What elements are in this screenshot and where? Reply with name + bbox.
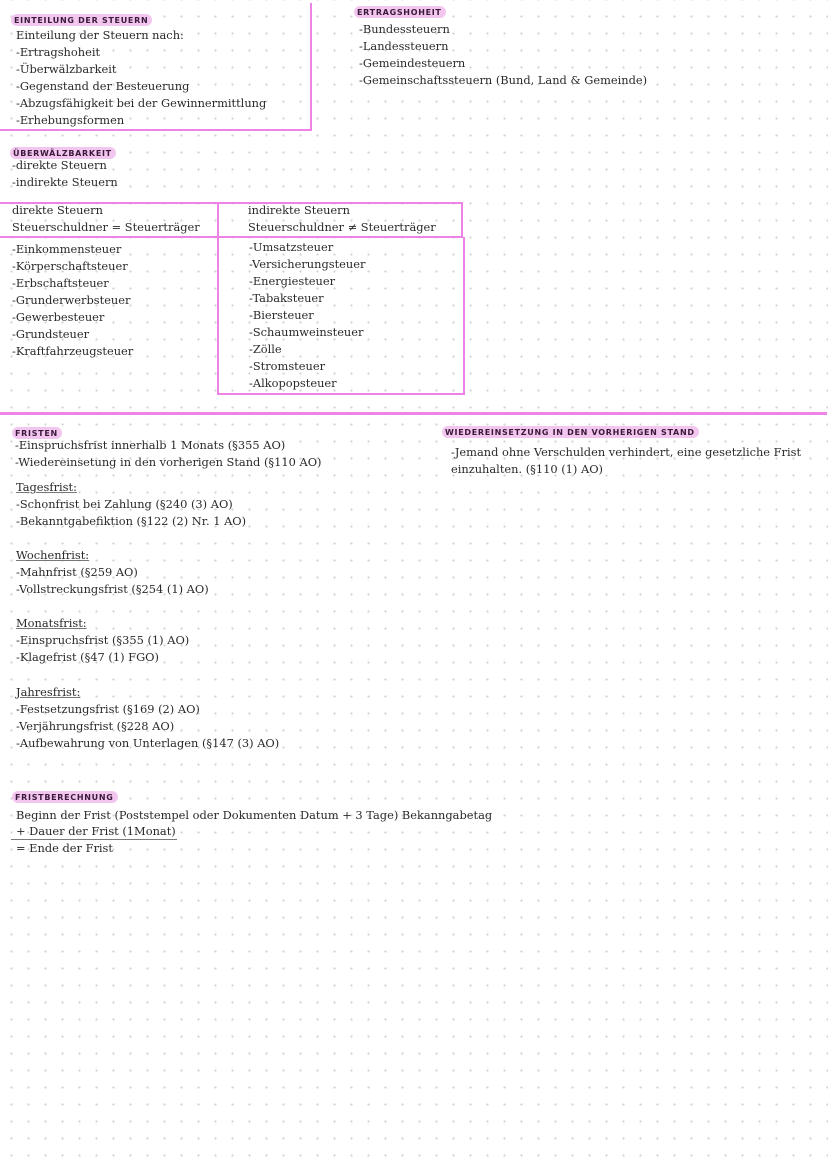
monatsfrist-title: Monatsfrist: [16, 616, 87, 630]
tagesfrist-item: -Schonfrist bei Zahlung (§240 (3) AO) [16, 497, 233, 511]
einteilung-header: EINTEILUNG DER STEUERN [11, 14, 152, 26]
indirekte-steuer-item: -Stromsteuer [249, 359, 326, 373]
jahresfrist-item: -Verjährungsfrist (§228 AO) [16, 719, 175, 733]
indirekte-steuer-item: -Zölle [249, 342, 282, 356]
jahresfrist-item: -Festsetzungsfrist (§169 (2) AO) [16, 702, 200, 716]
table-right-rule: Steuerschuldner ≠ Steuerträger [248, 220, 436, 234]
fristberechnung-ende: = Ende der Frist [16, 841, 113, 855]
indirekte-steuer-item: -Schaumweinsteuer [249, 325, 364, 339]
direkte-steuer-item: -Grunderwerbsteuer [12, 293, 131, 307]
einteilung-item: -Überwälzbarkeit [16, 62, 117, 76]
fristen-item: -Wiedereinsetung in den vorherigen Stand (§110 AO) [15, 455, 322, 469]
einteilung-box-bottom-border [0, 129, 312, 131]
table-column-divider [217, 202, 219, 394]
indirekte-steuer-item: -Energiesteuer [249, 274, 336, 288]
fristen-item: -Einspruchsfrist innerhalb 1 Monats (§355 AO) [15, 438, 286, 452]
direkte-steuer-item: -Grundsteuer [12, 327, 90, 341]
ertragshoheit-item: -Landessteuern [359, 39, 449, 53]
wiedereinsetzung-line: -Jemand ohne Verschulden verhindert, eine gesetzliche Frist [451, 445, 802, 459]
wochenfrist-item: -Vollstreckungsfrist (§254 (1) AO) [16, 582, 209, 596]
direkte-steuer-item: -Kraftfahrzeugsteuer [12, 344, 134, 358]
direkte-steuer-item: -Körperschaftsteuer [12, 259, 128, 273]
jahresfrist-title: Jahresfrist: [16, 685, 81, 699]
einteilung-item: -Ertragshoheit [16, 45, 101, 59]
einteilung-box-right-border [310, 3, 312, 130]
tagesfrist-item: -Bekanntgabefiktion (§122 (2) Nr. 1 AO) [16, 514, 247, 528]
einteilung-item: -Erhebungsformen [16, 113, 125, 127]
direkte-steuer-item: -Gewerbesteuer [12, 310, 105, 324]
jahresfrist-item: -Aufbewahrung von Unterlagen (§147 (3) AO) [16, 736, 280, 750]
indirekte-steuer-item: -Umsatzsteuer [249, 240, 334, 254]
table-right-title: indirekte Steuern [248, 203, 350, 217]
fristen-header: FRISTEN [12, 427, 62, 439]
wiedereinsetzung-header: WIEDEREINSETZUNG IN DEN VORHERIGEN STAND [442, 426, 699, 438]
fristberechnung-header: FRISTBERECHNUNG [12, 791, 118, 803]
einteilung-item: -Abzugsfähigkeit bei der Gewinnermittlung [16, 96, 267, 110]
indirekte-steuer-item: -Tabaksteuer [249, 291, 324, 305]
indirekte-steuer-item: -Biersteuer [249, 308, 314, 322]
section-separator [0, 412, 827, 415]
direkte-steuer-item: -Erbschaftsteuer [12, 276, 109, 290]
table-right-border-lower [463, 237, 465, 394]
indirekte-steuer-item: -Versicherungsteuer [249, 257, 366, 271]
tagesfrist-title: Tagesfrist: [16, 480, 77, 494]
ertragshoheit-item: -Bundessteuern [359, 22, 450, 36]
fristberechnung-bekanntgabetag: Bekanngabetag [401, 808, 493, 822]
direkte-steuer-item: -Einkommensteuer [12, 242, 122, 256]
steuer-table [0, 202, 464, 394]
wochenfrist-title: Wochenfrist: [16, 548, 90, 562]
fristberechnung-beginn [16, 807, 492, 824]
table-left-title: direkte Steuern [12, 203, 103, 217]
table-right-border [461, 202, 463, 237]
ertragshoheit-item: -Gemeinschaftssteuern (Bund, Land & Gemeinde) [359, 73, 648, 87]
einteilung-intro: Einteilung der Steuern nach: [16, 28, 184, 42]
einteilung-item: -Gegenstand der Besteuerung [16, 79, 190, 93]
ertragshoheit-item: -Gemeindesteuern [359, 56, 466, 70]
wiedereinsetzung-line: einzuhalten. (§110 (1) AO) [451, 462, 603, 476]
monatsfrist-item: -Einspruchsfrist (§355 (1) AO) [16, 633, 190, 647]
ueberwaelzbarkeit-header: ÜBERWÄLZBARKEIT [10, 147, 116, 159]
fristberechnung-beginn-text: Beginn der Frist (Poststempel oder Dokumenten Datum + 3 Tage) [16, 808, 399, 822]
ueberwaelzbarkeit-item: -direkte Steuern [12, 158, 107, 172]
indirekte-steuer-item: -Alkopopsteuer [249, 376, 337, 390]
table-header-divider [0, 236, 463, 238]
ertragshoheit-header: ERTRAGSHOHEIT [354, 6, 446, 18]
table-bottom-border [217, 393, 465, 395]
table-left-rule: Steuerschuldner = Steuerträger [12, 220, 200, 234]
fristberechnung-dauer: + Dauer der Frist (1Monat) [16, 824, 176, 838]
ueberwaelzbarkeit-item: -indirekte Steuern [12, 175, 118, 189]
wochenfrist-item: -Mahnfrist (§259 AO) [16, 565, 138, 579]
monatsfrist-item: -Klagefrist (§47 (1) FGO) [16, 650, 159, 664]
